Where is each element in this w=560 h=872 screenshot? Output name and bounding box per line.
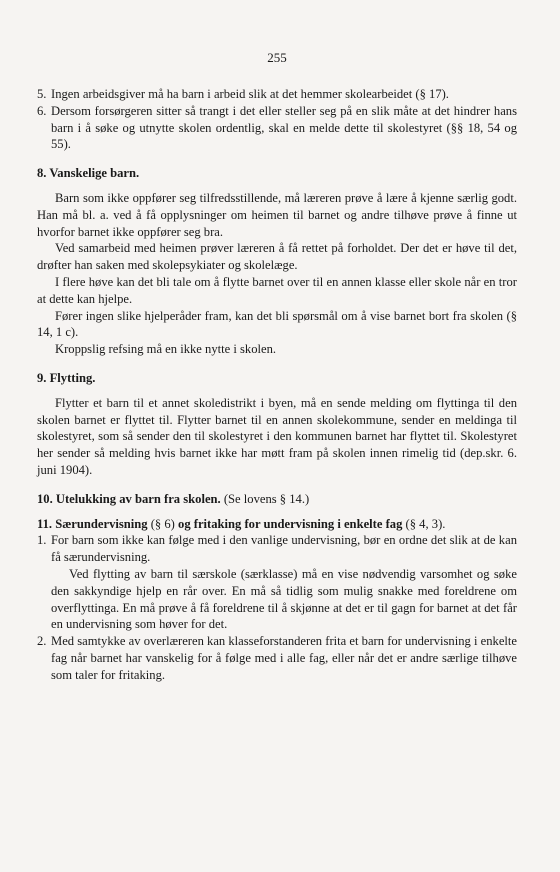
section-heading-bold: 11. Særundervisning [37,516,148,531]
item-text: Ingen arbeidsgiver må ha barn i arbeid slik at det hemmer skolearbeidet (§ 17). [51,87,449,101]
section-heading: 8. Vanskelige barn. [37,166,140,181]
section-heading: 9. Flytting. [37,370,96,385]
paragraph: Flytter et barn til et annet skoledistrikt i byen, må en sende melding om flyttinga til den skolen barnet er flyttet til. Flytter barnet til en annen skolekommune, sender en meldinga til skolestyret, som så sender den til skolestyret i den kommunen barnet har flyttet til. Skolestyret her sender så melding hvis barnet ikke har møtt fram på skolen innen rimelig tid (dep.skr. 6. juni 1904). [37,395,517,477]
section-heading-ref: (Se lovens § 14.) [220,491,310,506]
paragraph: Barn som ikke oppfører seg tilfredsstillende, må læreren prøve å lære å kjenne særlig godt. Han må bl. a. ved å få opplysninger om heimen til barnet og andre tilhøve prøve å finne ut hvorfor barnet ikke oppfører seg bra. [37,190,517,239]
item-number: 1. [37,533,47,548]
list-item [37,86,517,103]
section-heading [37,516,517,533]
item-number: 5. [37,87,47,101]
section-heading-ref: (§ 6) [147,516,179,531]
list-item [37,103,517,153]
paragraph: Ved flytting av barn til særskole (særklasse) må en vise nødvendig varsomhet og søke den sakkyndige hjelp en rår over. En må så tidlig som mulig snakke med foreldrene om overflyttinga. En må prøve å få foreldrene til å skjønne at det er til gagn for barnet at det får en undervisning som høver for det. [51,566,517,632]
page-number: 255 [267,50,287,65]
section-heading-bold: 10. Utelukking av barn fra skolen. [37,491,221,506]
item-text: For barn som ikke kan følge med i den vanlige undervisning, bør en ordne det slik at de kan få særundervisning. [51,533,517,565]
list-item [37,532,517,566]
item-text: Dersom forsørgeren sitter så trangt i det eller steller seg på en slik måte at det hindrer hans barn i å søke og utnytte skolen ordentlig, skal en melde dette til skolestyret (§§ 18, 54 og 55). [51,103,517,152]
page-content [37,86,517,684]
paragraph: Fører ingen slike hjelperåder fram, kan det bli spørsmål om å vise barnet bort fra skolen (§ 14, 1 c). [37,308,517,340]
item-number: 2. [37,634,47,649]
paragraph: Ved samarbeid med heimen prøver læreren å få rettet på forholdet. Der det er høve til det, drøfter han saken med skolepsykiater og skolelæge. [37,241,517,273]
list-item [37,633,517,683]
paragraph: I flere høve kan det bli tale om å flytte barnet over til en annen klasse eller skole når en tror at dette kan hjelpe. [37,274,517,306]
item-number: 6. [37,103,47,118]
section-heading-bold: og fritaking for undervisning i enkelte fag [178,516,403,531]
item-text: Med samtykke av overlæreren kan klasseforstanderen frita et barn for undervisning i enkelte fag når barnet har vanskelig for å følge med i alle fag, eller når det er andre særlige tilhøve som taler for fritaking. [51,634,517,682]
section-heading-ref: (§ 4, 3). [402,516,446,531]
section-heading [37,491,517,508]
paragraph: Kroppslig refsing må en ikke nytte i skolen. [55,342,277,357]
